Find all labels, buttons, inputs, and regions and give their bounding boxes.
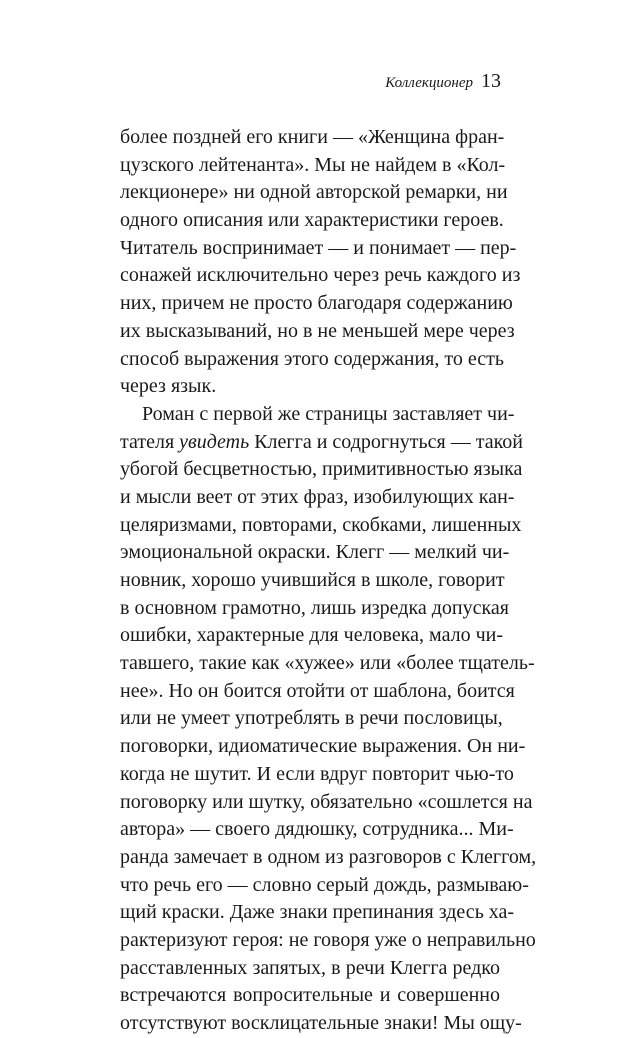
text-line: рактеризуют героя: не говоря уже о неправильно <box>120 928 536 951</box>
text-line: эмоциональной окраски. Клегг — мелкий чи- <box>120 541 510 564</box>
text-line: когда не шутит. И если вдруг повторит чью-то <box>120 762 514 785</box>
text-line: поговорку или шутку, обязательно «сошлется на <box>120 790 533 813</box>
text-line: расставленных запятых, в речи Клегга редко <box>120 956 500 979</box>
text-line: ошибки, характерные для человека, мало чи- <box>120 624 504 647</box>
text-line: в основном грамотно, лишь изредка допуская <box>120 596 509 619</box>
text-line: отсутствуют восклицательные знаки! Мы ощу- <box>120 1012 522 1034</box>
text-line: них, причем не просто благодаря содержанию <box>120 292 513 315</box>
text-line: новник, хорошо учившийся в школе, говорит <box>120 569 505 591</box>
text-line: поговорки, идиоматические выражения. Он ни- <box>120 735 526 758</box>
text-line: автора» — своего дядюшку, сотрудника... Ми- <box>120 818 514 841</box>
text-line: через язык. <box>120 375 217 398</box>
text-line: и мысли веет от этих фраз, изобилующих кан- <box>120 485 515 508</box>
text-line: Роман с первой же страницы заставляет чи- <box>142 402 515 425</box>
text-line: целяризмами, повторами, скобками, лишенных <box>120 513 522 536</box>
text-segment: тателя <box>120 430 180 453</box>
text-line: цузского лейтенанта». Мы не найдем в «Кол- <box>120 153 506 176</box>
text-line: лекционере» ни одной авторской ремарки, ни <box>120 181 508 204</box>
text-line: Читатель воспринимает — и понимает — пер- <box>120 236 517 259</box>
running-head <box>385 70 501 93</box>
body-text <box>120 124 537 1038</box>
text-line: встречаются вопросительные и совершенно <box>120 984 500 1007</box>
text-line-with-emphasis <box>120 429 523 457</box>
running-title: Коллекционер <box>385 75 473 91</box>
text-line: одного описания или характеристики героев. <box>120 209 504 232</box>
text-line: сонажей исключительно через речь каждого из <box>120 264 521 287</box>
text-line: щий краски. Даже знаки препинания здесь ха- <box>120 901 515 924</box>
page-number: 13 <box>481 70 501 92</box>
text-line: способ выражения этого содержания, то есть <box>120 347 504 370</box>
text-segment: Клегга и содрогнуться — такой <box>249 430 523 453</box>
text-line: убогой бесцветностью, примитивностью языка <box>120 458 523 481</box>
text-line: тавшего, такие как «хужее» или «более тщатель- <box>120 652 535 675</box>
text-line: или не умеет употреблять в речи пословицы, <box>120 707 503 730</box>
text-line: нее». Но он боится отойти от шаблона, боится <box>120 679 515 702</box>
text-line: их высказываний, но в не меньшей мере через <box>120 319 515 342</box>
text-line: более поздней его книги — «Женщина фран- <box>120 126 505 148</box>
emphasized-word: увидеть <box>179 430 250 453</box>
text-line: ранда замечает в одном из разговоров с Клеггом, <box>120 845 537 868</box>
text-line: что речь его — словно серый дождь, размываю- <box>120 873 529 896</box>
